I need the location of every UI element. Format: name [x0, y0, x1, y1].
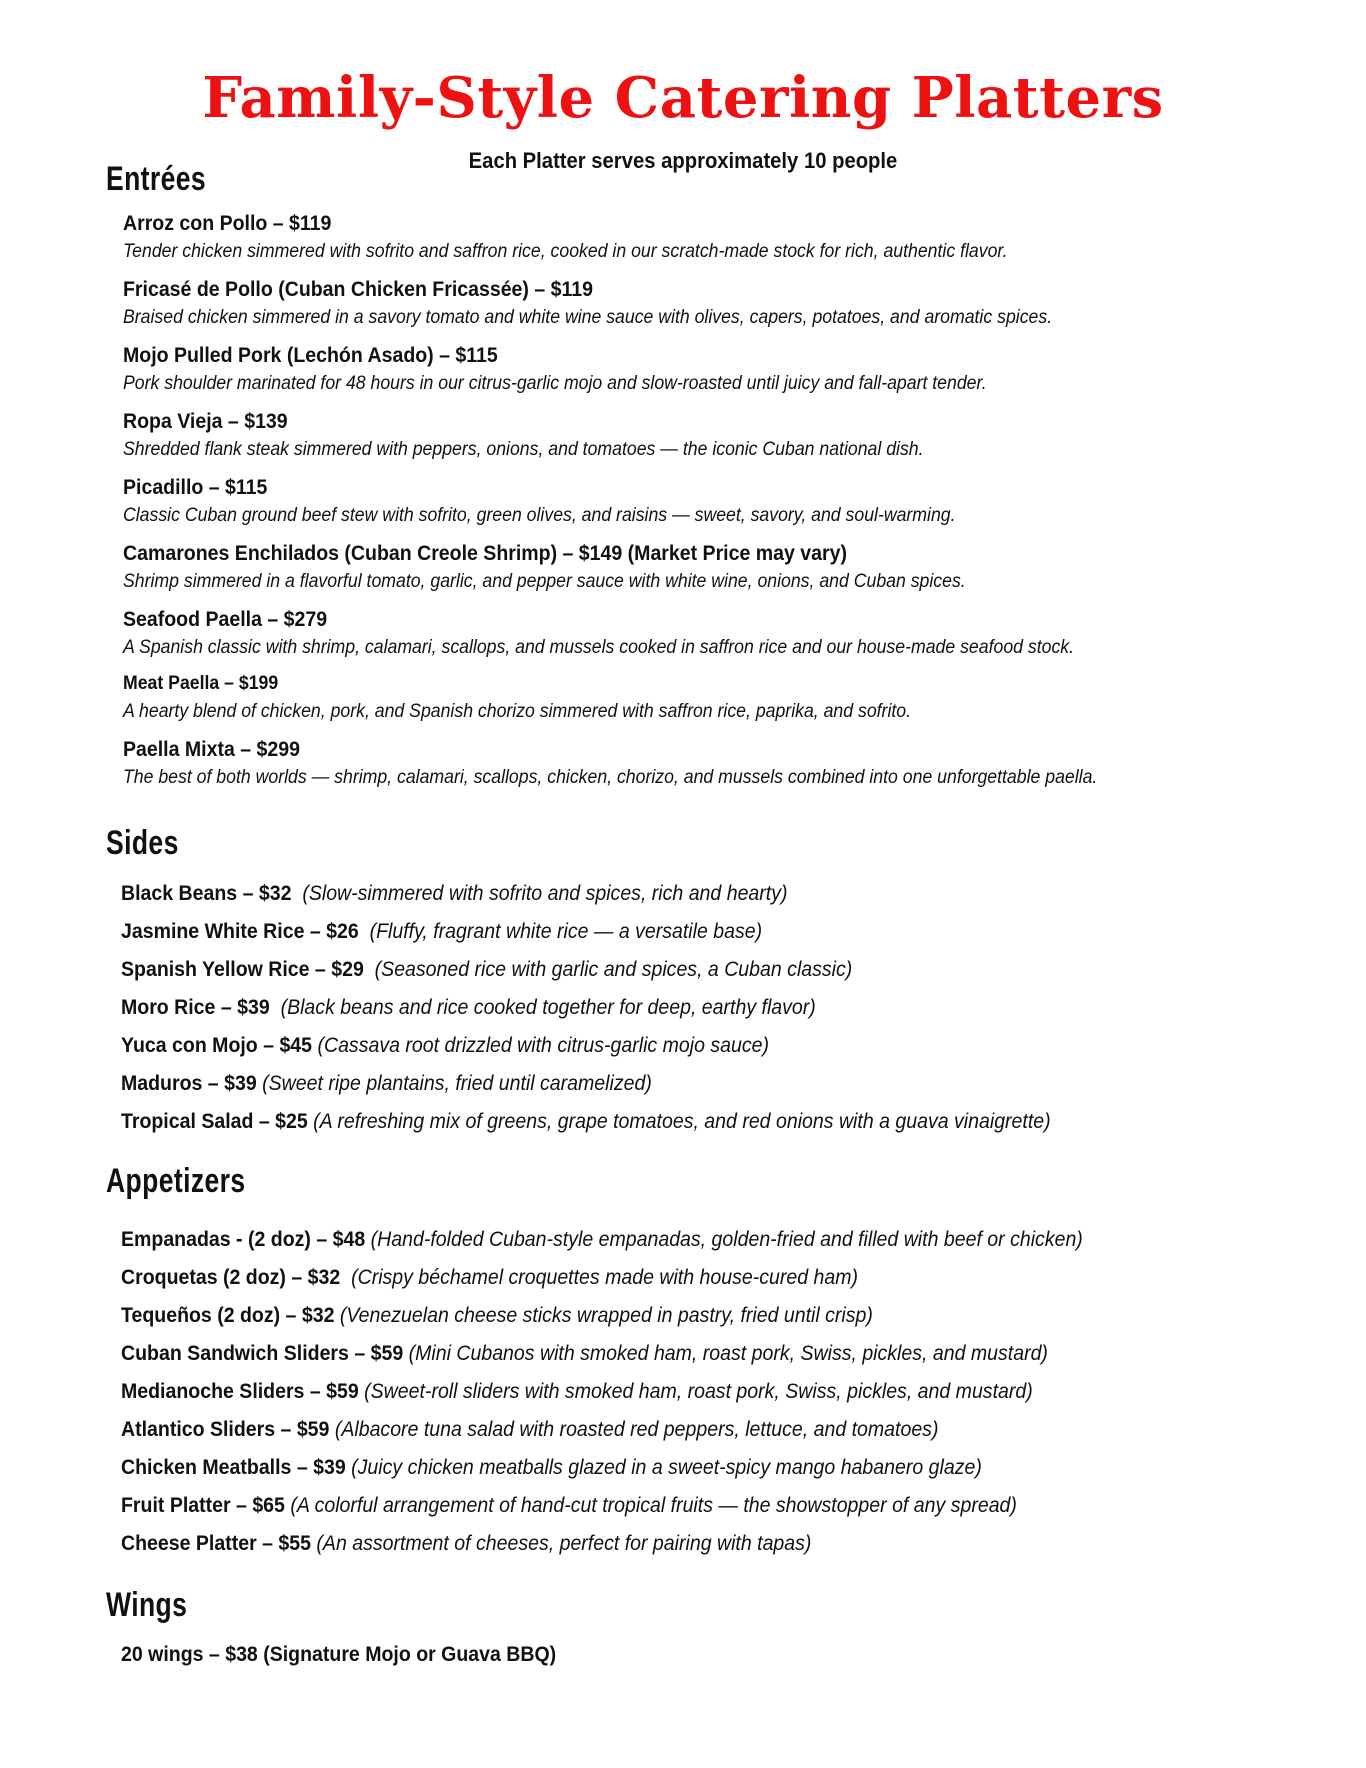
side-name: Tropical Salad – $25 — [121, 1110, 308, 1133]
appetizer-name: Atlantico Sliders – $59 — [121, 1418, 330, 1441]
appetizer-description: (Mini Cubanos with smoked ham, roast pork, Swiss, pickles, and mustard) — [408, 1342, 1048, 1365]
entree-description: Shrimp simmered in a flavorful tomato, garlic, and pepper sauce with white wine, onions, and Cuban spices. — [123, 571, 966, 592]
appetizer-description: (A colorful arrangement of hand-cut tropical fruits — the showstopper of any spread) — [290, 1494, 1017, 1517]
side-item — [121, 1031, 769, 1061]
side-description: (Fluffy, fragrant white rice — a versatile base) — [369, 920, 763, 943]
appetizer-item — [121, 1529, 811, 1559]
appetizer-item — [121, 1225, 1083, 1255]
appetizer-name: Cuban Sandwich Sliders – $59 — [121, 1342, 404, 1365]
entree-name: Mojo Pulled Pork (Lechón Asado) – $115 — [123, 344, 498, 367]
entree-name: Seafood Paella – $279 — [123, 608, 328, 631]
entree-item — [123, 408, 1303, 462]
side-name: Moro Rice – $39 — [121, 996, 270, 1019]
entree-item — [123, 540, 1303, 594]
wings-name: 20 wings – $38 (Signature Mojo or Guava BBQ) — [121, 1643, 557, 1666]
wings-heading: Wings — [106, 1586, 188, 1624]
appetizer-item — [121, 1453, 982, 1483]
entree-item — [123, 670, 1303, 724]
entree-name: Picadillo – $115 — [123, 476, 268, 499]
side-description: (Slow-simmered with sofrito and spices, rich and hearty) — [302, 882, 788, 905]
side-item — [121, 1069, 652, 1099]
side-item — [121, 955, 852, 985]
entree-name: Meat Paella – $199 — [123, 673, 279, 694]
appetizer-name: Croquetas (2 doz) – $32 — [121, 1266, 341, 1289]
entree-description: The best of both worlds — shrimp, calamari, scallops, chicken, chorizo, and mussels combined into one unforgettable paella. — [123, 767, 1098, 788]
entree-description: Tender chicken simmered with sofrito and saffron rice, cooked in our scratch-made stock for rich, authentic flavor. — [123, 241, 1008, 262]
page-title: Family-Style Catering Platters — [202, 65, 1164, 131]
entree-name: Paella Mixta – $299 — [123, 738, 300, 761]
appetizers-heading: Appetizers — [106, 1162, 246, 1200]
side-item — [121, 879, 788, 909]
appetizer-description: (Hand-folded Cuban-style empanadas, golden-fried and filled with beef or chicken) — [370, 1228, 1083, 1251]
entree-item — [123, 606, 1303, 660]
side-description: (Seasoned rice with garlic and spices, a Cuban classic) — [374, 958, 853, 981]
side-name: Black Beans – $32 — [121, 882, 292, 905]
side-item — [121, 917, 762, 947]
entree-name: Fricasé de Pollo (Cuban Chicken Fricassée) – $119 — [123, 278, 594, 301]
appetizer-name: Cheese Platter – $55 — [121, 1532, 311, 1555]
entree-name: Arroz con Pollo – $119 — [123, 212, 332, 235]
side-description: (Black beans and rice cooked together for deep, earthy flavor) — [280, 996, 816, 1019]
side-name: Spanish Yellow Rice – $29 — [121, 958, 364, 981]
appetizer-name: Fruit Platter – $65 — [121, 1494, 285, 1517]
appetizer-description: (Crispy béchamel croquettes made with house-cured ham) — [351, 1266, 859, 1289]
appetizer-name: Tequeños (2 doz) – $32 — [121, 1304, 335, 1327]
appetizer-item — [121, 1263, 858, 1293]
appetizer-item — [121, 1301, 873, 1331]
appetizer-name: Empanadas - (2 doz) – $48 — [121, 1228, 366, 1251]
entree-description: A Spanish classic with shrimp, calamari, scallops, and mussels cooked in saffron rice and our house-made seafood stock. — [123, 637, 1075, 658]
side-description: (A refreshing mix of greens, grape tomatoes, and red onions with a guava vinaigrette) — [313, 1110, 1051, 1133]
entree-name: Ropa Vieja – $139 — [123, 410, 288, 433]
appetizer-description: (Juicy chicken meatballs glazed in a sweet-spicy mango habanero glaze) — [351, 1456, 982, 1479]
appetizer-description: (An assortment of cheeses, perfect for pairing with tapas) — [316, 1532, 812, 1555]
sides-heading: Sides — [106, 824, 179, 862]
wings-item — [121, 1640, 556, 1670]
appetizer-item — [121, 1339, 1048, 1369]
appetizer-name: Medianoche Sliders – $59 — [121, 1380, 359, 1403]
appetizer-description: (Albacore tuna salad with roasted red peppers, lettuce, and tomatoes) — [334, 1418, 939, 1441]
side-name: Maduros – $39 — [121, 1072, 257, 1095]
entree-item — [123, 474, 1303, 528]
appetizer-description: (Sweet-roll sliders with smoked ham, roast pork, Swiss, pickles, and mustard) — [364, 1380, 1033, 1403]
entree-item — [123, 210, 1303, 264]
entree-description: Pork shoulder marinated for 48 hours in our citrus-garlic mojo and slow-roasted until juicy and fall-apart tender. — [123, 373, 987, 394]
appetizer-item — [121, 1415, 938, 1445]
side-item — [121, 993, 816, 1023]
entree-name: Camarones Enchilados (Cuban Creole Shrimp) – $149 (Market Price may vary) — [123, 542, 847, 565]
page-subtitle: Each Platter serves approximately 10 people — [468, 148, 898, 173]
appetizer-name: Chicken Meatballs – $39 — [121, 1456, 346, 1479]
entree-item — [123, 342, 1303, 396]
side-description: (Cassava root drizzled with citrus-garlic mojo sauce) — [317, 1034, 769, 1057]
side-name: Yuca con Mojo – $45 — [121, 1034, 313, 1057]
appetizer-description: (Venezuelan cheese sticks wrapped in pastry, fried until crisp) — [339, 1304, 873, 1327]
appetizer-item — [121, 1377, 1033, 1407]
entree-item — [123, 736, 1303, 790]
entree-description: Braised chicken simmered in a savory tomato and white wine sauce with olives, capers, potatoes, and aromatic spices. — [123, 307, 1053, 328]
entree-description: A hearty blend of chicken, pork, and Spanish chorizo simmered with saffron rice, paprika, and sofrito. — [123, 701, 912, 722]
appetizer-item — [121, 1491, 1017, 1521]
side-item — [121, 1107, 1051, 1137]
entree-description: Classic Cuban ground beef stew with sofrito, green olives, and raisins — sweet, savory, and soul-warming. — [123, 505, 956, 526]
entree-description: Shredded flank steak simmered with peppers, onions, and tomatoes — the iconic Cuban national dish. — [123, 439, 924, 460]
entree-item — [123, 276, 1303, 330]
side-name: Jasmine White Rice – $26 — [121, 920, 359, 943]
entrees-heading: Entrées — [106, 160, 207, 198]
side-description: (Sweet ripe plantains, fried until caramelized) — [262, 1072, 652, 1095]
